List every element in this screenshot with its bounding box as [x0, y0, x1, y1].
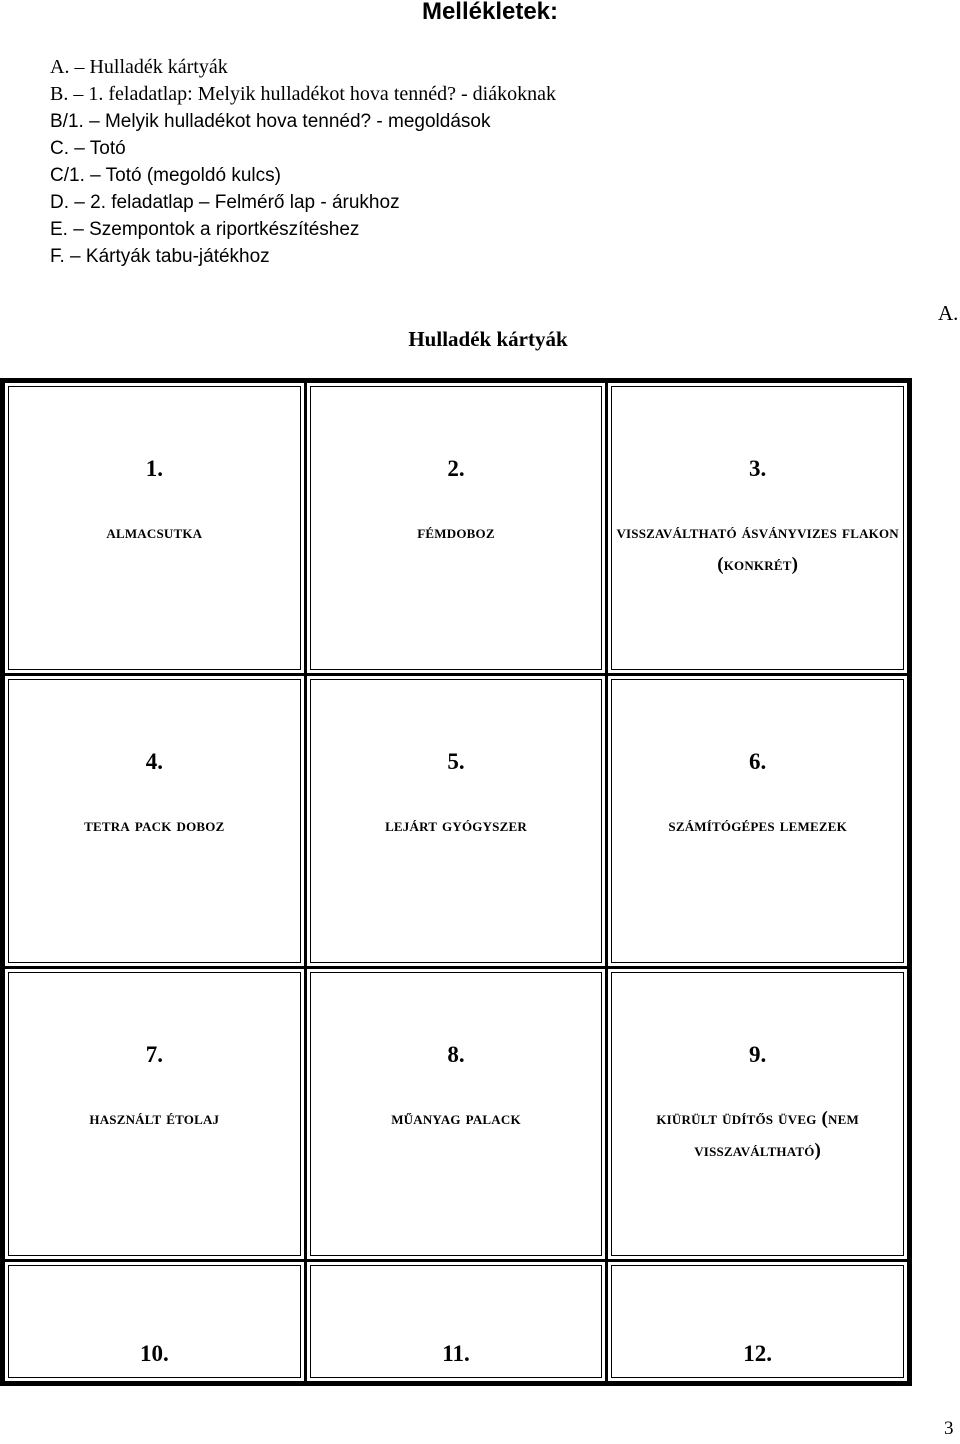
card-label: fémdoboz	[417, 522, 495, 543]
appendix-letter: D.	[50, 192, 69, 213]
waste-card	[307, 969, 606, 1259]
section-letter: A.	[938, 301, 959, 325]
waste-card	[5, 1262, 304, 1381]
appendix-text: Totó (megoldó kulcs)	[105, 165, 281, 186]
appendix-item-d: D. – 2. feladatlap – Felmérő lap - árukhoz	[50, 192, 400, 213]
appendix-item-a: A. – Hulladék kártyák	[50, 56, 228, 78]
card-number: 10.	[139, 1341, 169, 1366]
card-number: 6.	[749, 749, 767, 774]
appendix-text: 1. feladatlap: Melyik hulladékot hova tennéd? - diákoknak	[88, 83, 556, 105]
card-label: műanyag palack	[391, 1108, 521, 1129]
card-number: 9.	[749, 1042, 767, 1067]
card-label: almacsutka	[106, 522, 203, 543]
card-number: 8.	[447, 1042, 465, 1067]
appendix-item-c: C. – Totó	[50, 138, 126, 159]
card-label: visszaváltható ásványvizes flakon (konkrét)	[616, 522, 899, 575]
appendix-item-e: E. – Szempontok a riportkészítéshez	[50, 219, 360, 240]
appendix-letter: A.	[50, 56, 70, 78]
waste-card	[307, 383, 606, 673]
card-label: használt étolaj	[89, 1108, 220, 1129]
waste-card	[608, 1262, 907, 1381]
appendix-letter: C.	[50, 138, 69, 159]
waste-card	[307, 1262, 606, 1381]
card-number: 1.	[145, 456, 163, 481]
card-label: kiürült üdítős üveg (nem visszaváltható)	[656, 1108, 859, 1161]
appendix-item-b1: B/1. – Melyik hulladékot hova tennéd? - megoldások	[50, 111, 491, 132]
waste-card	[307, 676, 606, 966]
card-number: 5.	[447, 749, 465, 774]
card-label: tetra pack doboz	[84, 815, 225, 836]
appendix-text: 2. feladatlap – Felmérő lap - árukhoz	[90, 192, 400, 213]
appendix-letter: C/1.	[50, 165, 85, 186]
waste-card	[608, 969, 907, 1259]
page-number: 3	[944, 1418, 954, 1439]
waste-card-grid	[0, 378, 912, 1386]
appendix-letter: E.	[50, 219, 68, 240]
appendix-text: Hulladék kártyák	[89, 56, 228, 78]
waste-card	[608, 383, 907, 673]
appendix-text: Kártyák tabu-játékhoz	[85, 246, 270, 267]
card-number: 12.	[743, 1341, 773, 1366]
appendix-list	[50, 54, 556, 270]
section-title: Hulladék kártyák	[408, 327, 568, 351]
appendix-text: Totó	[89, 138, 126, 159]
appendix-item-c1: C/1. – Totó (megoldó kulcs)	[50, 165, 281, 186]
card-number: 4.	[145, 749, 163, 774]
appendix-letter: B.	[50, 83, 69, 105]
appendix-letter: B/1.	[50, 111, 84, 132]
appendix-item-f: F. – Kártyák tabu-játékhoz	[50, 246, 270, 267]
waste-card	[5, 676, 304, 966]
appendix-text: Szempontok a riportkészítéshez	[89, 219, 360, 240]
appendix-text: Melyik hulladékot hova tennéd? - megoldások	[104, 111, 491, 132]
waste-card	[5, 383, 304, 673]
card-label: lejárt gyógyszer	[385, 815, 527, 836]
appendix-item-b: B. – 1. feladatlap: Melyik hulladékot hova tennéd? - diákoknak	[50, 83, 556, 105]
card-number: 3.	[749, 456, 767, 481]
waste-card	[5, 969, 304, 1259]
appendix-letter: F.	[50, 246, 65, 267]
card-number: 11.	[442, 1341, 470, 1366]
card-number: 7.	[145, 1042, 163, 1067]
page-title: Mellékletek:	[421, 0, 559, 25]
card-number: 2.	[447, 456, 465, 481]
card-label: számítógépes lemezek	[668, 815, 847, 836]
waste-card	[608, 676, 907, 966]
